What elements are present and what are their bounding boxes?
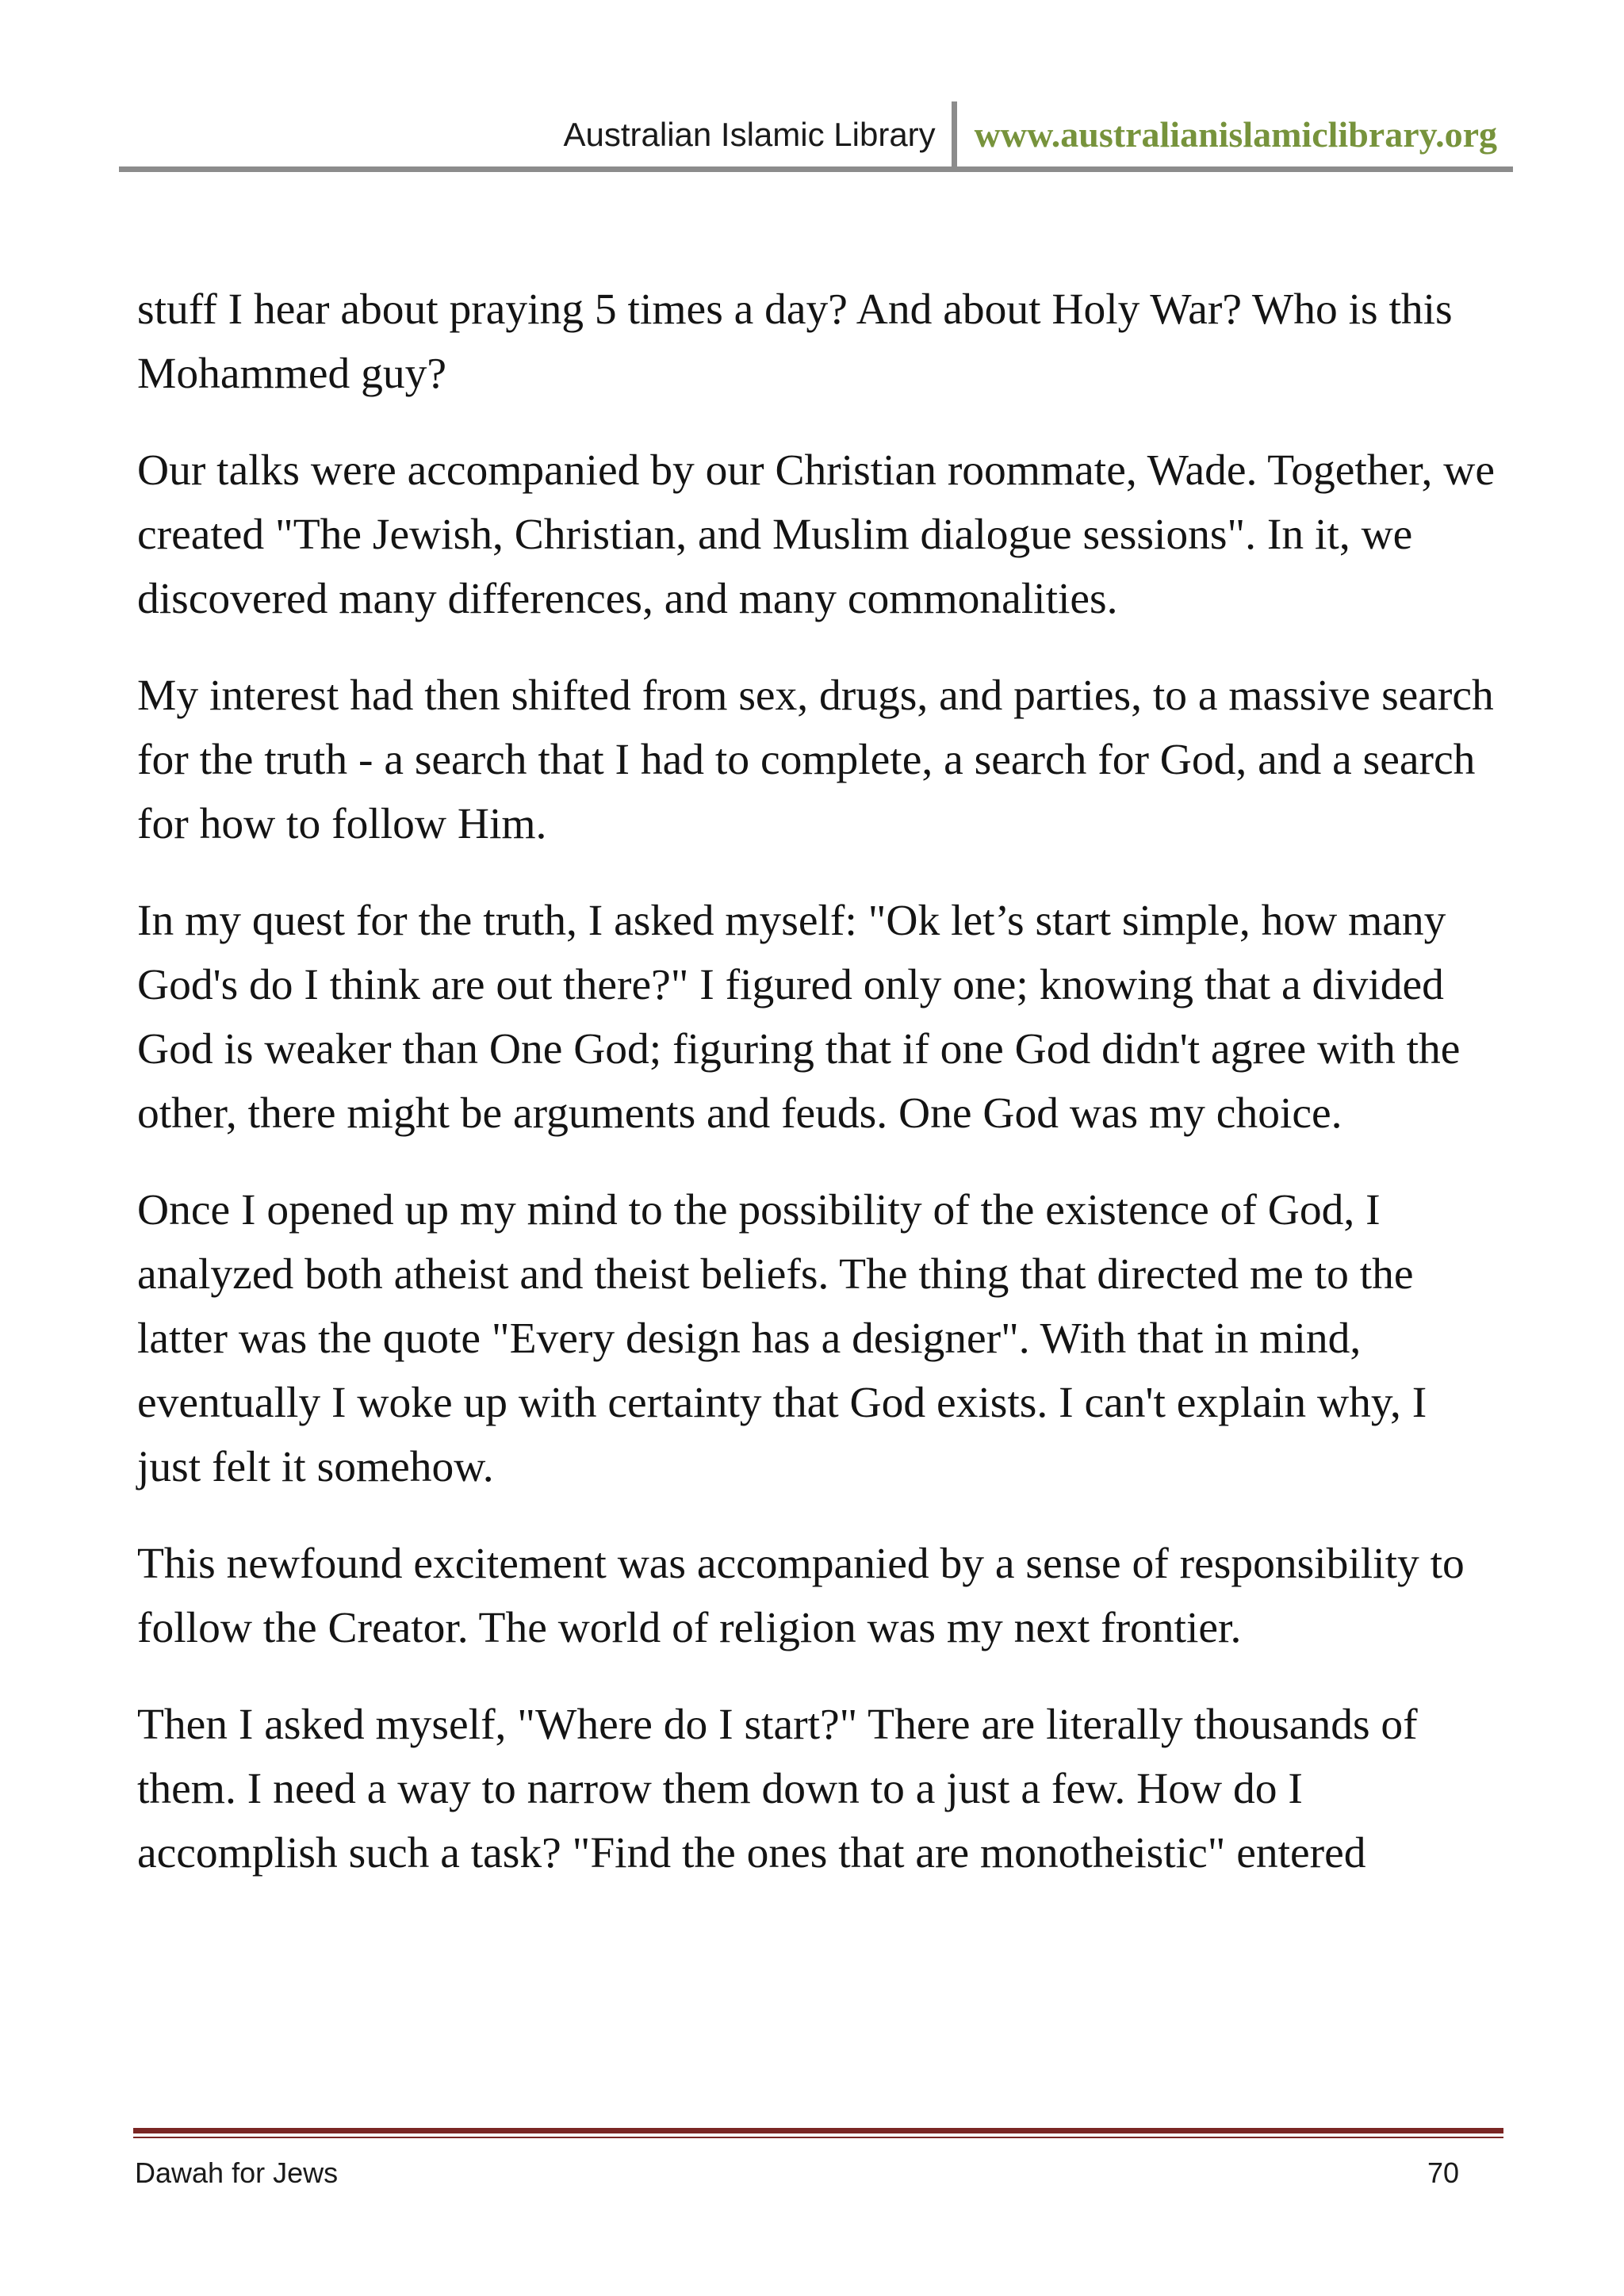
body-paragraph: Then I asked myself, "Where do I start?" There are literally thousands of them. I need a way to narrow them down to a just a few. How do I accomplish such a task? "Find the ones that are monotheistic" entered	[137, 1701, 1418, 1877]
footer-divider	[133, 2128, 1503, 2138]
page-header	[119, 94, 1513, 172]
page-body	[137, 277, 1501, 1918]
header-website-link[interactable]: www.australianislamiclibrary.org	[974, 114, 1497, 155]
footer-divider-thick	[133, 2128, 1503, 2133]
body-paragraph: Once I opened up my mind to the possibility of the existence of God, I analyzed both atheist and theist beliefs. The thing that directed me to the latter was the quote "Every design has a designer". With that in mind, eventually I woke up with certainty that God exists. I can't explain why, I just felt it somehow.	[137, 1186, 1427, 1491]
footer-page-number: 70	[1427, 2156, 1460, 2189]
body-paragraph: My interest had then shifted from sex, drugs, and parties, to a massive search for the truth - a search that I had to complete, a search for God, and a search for how to follow Him.	[137, 672, 1494, 848]
header-library-name: Australian Islamic Library	[563, 116, 936, 153]
footer-book-title: Dawah for Jews	[135, 2156, 339, 2189]
body-paragraph: This newfound excitement was accompanied by a sense of responsibility to follow the Creator. The world of religion was my next frontier.	[137, 1540, 1465, 1652]
body-paragraph: In my quest for the truth, I asked myself: "Ok let’s start simple, how many God's do I think are out there?" I figured only one; knowing that a divided God is weaker than One God; figuring that if one God didn't agree with the other, there might be arguments and feuds. One God was my choice.	[137, 897, 1461, 1138]
footer-divider-thin	[133, 2137, 1503, 2138]
header-separator	[952, 101, 957, 171]
header-row	[564, 101, 1498, 160]
body-paragraph: stuff I hear about praying 5 times a day? And about Holy War? Who is this Mohammed guy?	[137, 285, 1453, 398]
body-paragraph: Our talks were accompanied by our Christian roommate, Wade. Together, we created "The Jewish, Christian, and Muslim dialogue sessions". In it, we discovered many differences, and many commonalities.	[137, 446, 1495, 623]
